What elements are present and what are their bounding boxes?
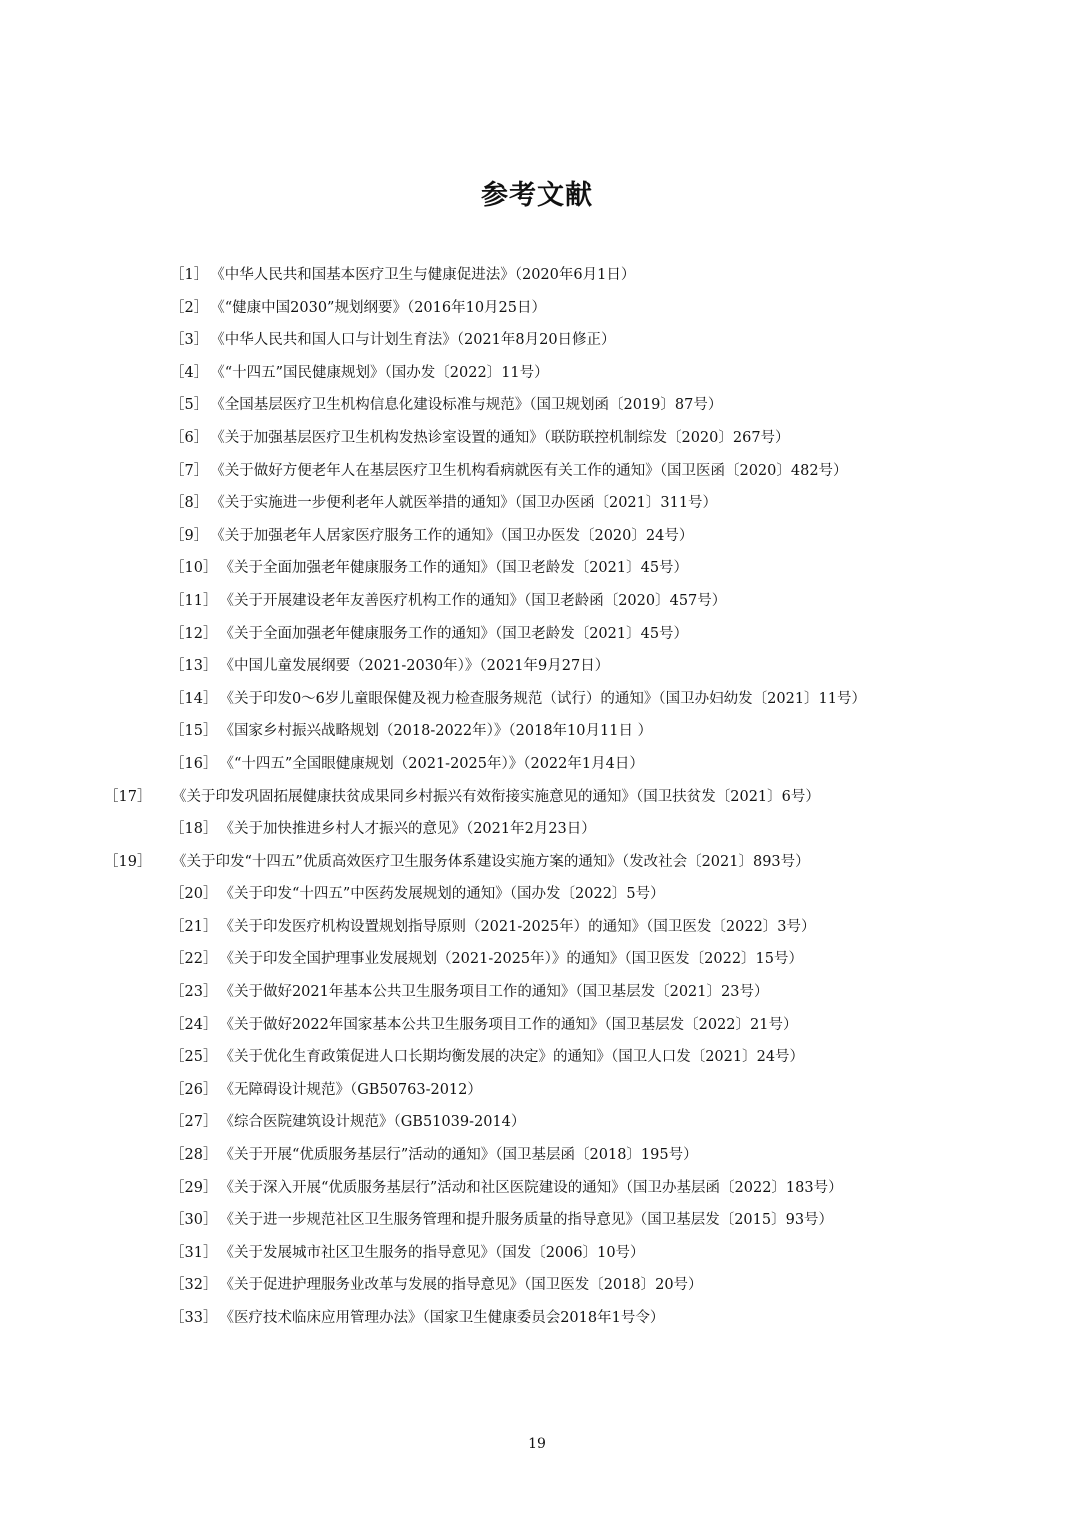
page-title: 参考文献 [481,180,593,212]
page-number: 19 [528,1436,546,1452]
reference-text: 《关于进一步规范社区卫生服务管理和提升服务质量的指导意见》（国卫基层发〔2015〕93号） [219,1212,834,1229]
reference-item [170,1204,915,1237]
reference-text: 《关于全面加强老年健康服务工作的通知》（国卫老龄发〔2021〕45号） [219,560,689,577]
reference-text: 《关于印发巩固拓展健康扶贫成果同乡村振兴有效衔接实施意见的通知》（国卫扶贫发〔2021〕6号） [172,788,820,805]
reference-number: ［33］ [170,1310,218,1326]
reference-number: ［14］ [170,690,218,707]
reference-item [170,878,915,911]
reference-number: ［12］ [170,625,218,642]
reference-text: 《关于发展城市社区卫生服务的指导意见》（国发〔2006〕10号） [219,1244,645,1261]
reference-number: ［25］ [170,1049,218,1066]
reference-item [170,1302,915,1335]
reference-number: ［21］ [170,918,218,935]
reference-item [170,1139,915,1172]
reference-item [170,911,915,944]
reference-item [170,357,915,390]
reference-number: ［15］ [170,723,218,740]
reference-number: ［28］ [170,1147,218,1164]
reference-number: ［24］ [170,1016,218,1033]
reference-text: 《“健康中国2030”规划纲要》（2016年10月25日） [210,299,547,316]
reference-item [170,683,915,716]
reference-number: ［4］ [170,364,209,381]
reference-item [170,1237,915,1270]
reference-number: ［5］ [170,397,209,414]
reference-item [170,715,915,748]
reference-number: ［8］ [170,495,209,512]
reference-number: ［1］ [170,267,209,283]
reference-list [104,259,915,1335]
reference-number: ［22］ [170,951,218,968]
reference-item [170,324,915,357]
reference-number: ［27］ [170,1114,218,1131]
reference-text: 《关于全面加强老年健康服务工作的通知》（国卫老龄发〔2021〕45号） [219,625,689,642]
reference-number: ［10］ [170,560,218,577]
reference-text: 《关于印发全国护理事业发展规划（2021-2025年）》的通知》（国卫医发〔2022〕15号） [219,951,804,968]
reference-item: ［17］ 《关于印发巩固拓展健康扶贫成果同乡村振兴有效衔接实施意见的通知》（国卫扶贫发〔2021〕6号） [104,788,820,805]
reference-text: 《中国儿童发展纲要（2021-2030年）》（2021年9月27日） [219,658,610,675]
reference-text: 《“十四五”国民健康规划》（国办发〔2022〕11号） [210,364,549,381]
reference-item [170,1009,915,1042]
reference-number: ［16］ [170,755,218,772]
reference-text: 《关于实施进一步便利老年人就医举措的通知》（国卫办医函〔2021〕311号） [210,495,718,512]
reference-number: ［31］ [170,1244,218,1261]
reference-item [170,943,915,976]
reference-item [170,1041,915,1074]
reference-number: ［13］ [170,658,218,675]
reference-number: ［11］ [170,592,218,609]
reference-text: 《关于加强基层医疗卫生机构发热诊室设置的通知》（联防联控机制综发〔2020〕267号） [210,429,790,446]
reference-text: 《关于开展“优质服务基层行”活动的通知》（国卫基层函〔2018〕195号） [219,1147,698,1164]
reference-number: ［18］ [170,821,218,838]
reference-number: ［6］ [170,429,209,446]
reference-item [170,976,915,1009]
reference-number: ［30］ [170,1212,218,1229]
reference-text: 《关于印发“十四五”中医药发展规划的通知》（国办发〔2022〕5号） [219,886,665,903]
reference-text: 《综合医院建筑设计规范》（GB51039-2014） [219,1114,526,1131]
reference-number: ［32］ [170,1277,218,1294]
reference-text: 《医疗技术临床应用管理办法》（国家卫生健康委员会2018年1号令） [219,1310,665,1326]
reference-item [170,1269,915,1302]
reference-text: 《关于做好2021年基本公共卫生服务项目工作的通知》（国卫基层发〔2021〕23号） [219,984,769,1001]
reference-item [170,813,915,846]
reference-number: ［23］ [170,984,218,1001]
reference-item [170,487,915,520]
reference-text: 《国家乡村振兴战略规划（2018-2022年）》（2018年10月11日 ） [219,723,653,740]
reference-text: 《全国基层医疗卫生机构信息化建设标准与规范》（国卫规划函〔2019〕87号） [210,397,723,414]
reference-item [170,389,915,422]
reference-text: 《关于开展建设老年友善医疗机构工作的通知》（国卫老龄函〔2020〕457号） [219,592,727,609]
reference-item [170,650,915,683]
reference-number: ［3］ [170,332,209,349]
reference-text: 《中华人民共和国人口与计划生育法》（2021年8月20日修正） [210,332,616,349]
reference-text: 《“十四五”全国眼健康规划（2021-2025年）》（2022年1月4日） [219,755,644,772]
reference-number: ［7］ [170,462,209,479]
reference-item [170,748,915,781]
reference-text: 《关于印发0～6岁儿童眼保健及视力检查服务规范（试行）的通知》（国卫办妇幼发〔2021〕11号） [219,690,867,707]
reference-number: ［29］ [170,1179,218,1196]
reference-text: 《中华人民共和国基本医疗卫生与健康促进法》（2020年6月1日） [210,267,636,283]
reference-item [170,1106,915,1139]
reference-number: ［2］ [170,299,209,316]
reference-item [170,618,915,651]
reference-number: ［9］ [170,527,209,544]
reference-number: ［26］ [170,1081,218,1098]
reference-text: 《关于做好2022年国家基本公共卫生服务项目工作的通知》（国卫基层发〔2022〕21号） [219,1016,798,1033]
reference-number: ［20］ [170,886,218,903]
reference-text: 《关于加快推进乡村人才振兴的意见》（2021年2月23日） [219,821,596,838]
reference-text: 《关于加强老年人居家医疗服务工作的通知》（国卫办医发〔2020〕24号） [210,527,694,544]
reference-text: 《关于印发“十四五”优质高效医疗卫生服务体系建设实施方案的通知》（发改社会〔2021〕893号） [172,853,810,870]
reference-text: 《关于深入开展“优质服务基层行”活动和社区医院建设的通知》（国卫办基层函〔2022〕183号） [219,1179,843,1196]
reference-item: ［19］ 《关于印发“十四五”优质高效医疗卫生服务体系建设实施方案的通知》（发改社会〔2021〕893号） [104,853,810,870]
reference-item [170,259,915,292]
reference-text: 《关于优化生育政策促进人口长期均衡发展的决定》的通知》（国卫人口发〔2021〕24号） [219,1049,805,1066]
reference-item [170,292,915,325]
reference-text: 《关于促进护理服务业改革与发展的指导意见》（国卫医发〔2018〕20号） [219,1277,703,1294]
reference-text: 《关于做好方便老年人在基层医疗卫生机构看病就医有关工作的通知》（国卫医函〔2020〕482号） [210,462,848,479]
reference-text: 《无障碍设计规范》（GB50763-2012） [219,1081,482,1098]
reference-item [170,422,915,455]
reference-item [170,455,915,488]
reference-item [170,520,915,553]
reference-item [170,552,915,585]
reference-item [170,1074,915,1107]
reference-item [170,1172,915,1205]
reference-text: 《关于印发医疗机构设置规划指导原则（2021-2025年）的通知》（国卫医发〔2022〕3号） [219,918,816,935]
reference-item [170,585,915,618]
